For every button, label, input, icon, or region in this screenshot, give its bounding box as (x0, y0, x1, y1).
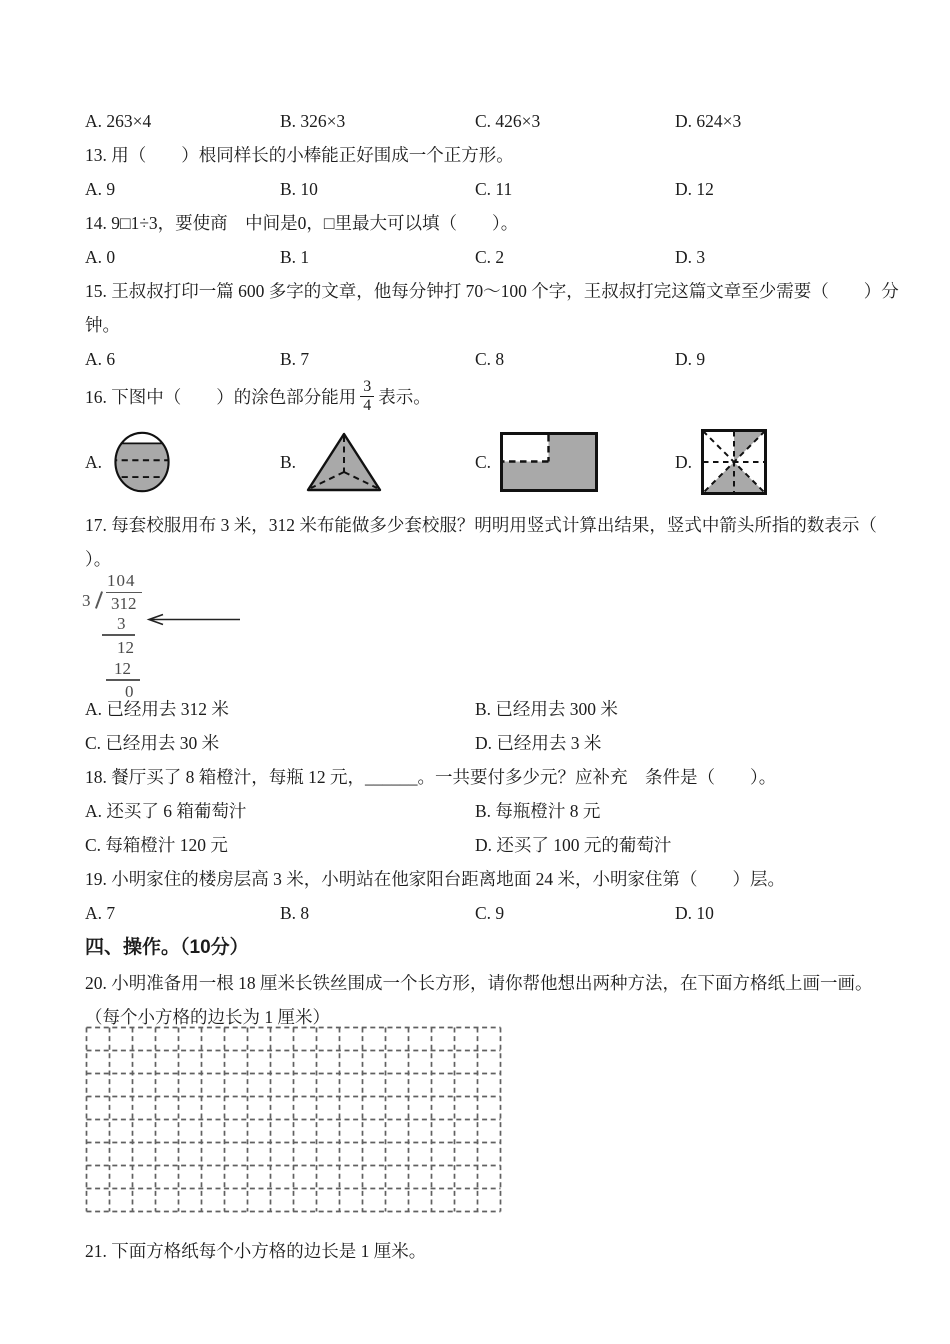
q14-option-d: D. 3 (675, 247, 706, 267)
q18-options-row-1 (85, 794, 890, 828)
q18-option-b: B. 每瓶橙汁 8 元 (475, 801, 601, 821)
q20-text-line1: 20. 小明准备用一根 18 厘米长铁丝围成一个长方形，请你帮他想出两种方法，在下面方格纸上画一画。 (85, 973, 873, 993)
q13-option-d: D. 12 (675, 179, 714, 199)
q18-option-a: A. 还买了 6 箱葡萄汁 (85, 801, 247, 821)
division-bracket-slash (95, 591, 103, 609)
rectangle-three-quarters-shaded-icon (500, 432, 598, 492)
q13-text: 13. 用（ ）根同样长的小棒能正好围成一个正方形。 (85, 145, 514, 165)
q12-options-row (85, 104, 890, 138)
q16-text-prefix: 16. 下图中（ ）的涂色部分能用 (85, 386, 357, 407)
q15-option-a: A. 6 (85, 349, 116, 369)
q15-option-b: B. 7 (280, 349, 310, 369)
division-remainder: 0 (125, 682, 134, 701)
q15-options-row (85, 342, 890, 376)
grid-paper (85, 1026, 502, 1213)
q12-option-a: A. 263×4 (85, 111, 152, 131)
left-arrow-icon (143, 613, 243, 626)
q14-option-a: A. 0 (85, 247, 116, 267)
q15-text-line1: 15. 王叔叔打印一篇 600 多字的文章，他每分钟打 70～100 个字，王叔叔打完这篇文章至少需要（ ）分 (85, 281, 899, 301)
fraction-three-quarters (360, 378, 374, 414)
q15-text-line2: 钟。 (85, 315, 120, 335)
square-eight-octants-shaded-icon (701, 429, 767, 495)
q16-shape-option-b (280, 431, 475, 493)
q12-option-b: B. 326×3 (280, 111, 346, 131)
q19-option-a: A. 7 (85, 903, 116, 923)
q12-option-c: C. 426×3 (475, 111, 541, 131)
q16-shape-option-a (85, 428, 280, 496)
q19-option-b: B. 8 (280, 903, 310, 923)
q18-option-c: C. 每箱橙汁 120 元 (85, 835, 228, 855)
q16-shape-options-row (85, 422, 890, 502)
q16-shape-label-c: C. (475, 451, 492, 472)
q16-shape-label-d: D. (675, 451, 693, 472)
q20-text-line2: （每个小方格的边长为 1 厘米） (85, 1007, 330, 1027)
division-divisor: 3 (82, 591, 91, 610)
division-step3: 12 (114, 659, 131, 678)
q16-shape-label-b: B. (280, 451, 297, 472)
q16-shape-option-d (675, 429, 890, 495)
q19-options-row (85, 896, 890, 930)
q13-options-row (85, 172, 890, 206)
long-division-figure (80, 570, 890, 701)
grid-paper-area (85, 1026, 890, 1222)
q13-option-c: C. 11 (475, 179, 513, 199)
q17-options-row-2 (85, 726, 890, 760)
section-4-title: 四、操作。（10分） (85, 937, 249, 958)
q16-text-suffix: 表示。 (378, 386, 431, 407)
q18-text: 18. 餐厅买了 8 箱橙汁，每瓶 12 元，______。一共要付多少元？应补充 条件是（ ）。 (85, 767, 777, 787)
q13-option-a: A. 9 (85, 179, 116, 199)
q18-option-d: D. 还买了 100 元的葡萄汁 (475, 835, 672, 855)
fraction-numerator: 3 (363, 377, 372, 395)
division-step1: 3 (117, 614, 126, 633)
q18-options-row-2 (85, 828, 890, 862)
q19-option-d: D. 10 (675, 903, 714, 923)
q17-option-a: A. 已经用去 312 米 (85, 699, 229, 719)
q14-option-b: B. 1 (280, 247, 310, 267)
fraction-denominator: 4 (360, 396, 374, 415)
q21-text: 21. 下面方格纸每个小方格的边长是 1 厘米。 (85, 1241, 427, 1261)
q16-shape-label-a: A. (85, 451, 103, 472)
q14-options-row (85, 240, 890, 274)
division-dividend: 312 (106, 592, 142, 612)
q15-option-c: C. 8 (475, 349, 505, 369)
q15-option-d: D. 9 (675, 349, 706, 369)
q17-options-row-1 (85, 692, 890, 726)
q17-option-c: C. 已经用去 30 米 (85, 733, 220, 753)
division-rule-2 (106, 679, 140, 681)
q14-text: 14. 9□1÷3，要使商 中间是0，□里最大可以填（ ）。 (85, 213, 519, 233)
q12-option-d: D. 624×3 (675, 111, 742, 131)
q17-option-d: D. 已经用去 3 米 (475, 733, 602, 753)
q17-text-line2: ）。 (85, 549, 112, 569)
q16-shape-option-c (475, 432, 675, 492)
division-step2: 12 (117, 638, 134, 657)
triangle-three-parts-shaded-icon (305, 431, 383, 493)
q17-option-b: B. 已经用去 300 米 (475, 699, 618, 719)
division-quotient: 104 (107, 571, 136, 590)
q19-option-c: C. 9 (475, 903, 505, 923)
q16-text (85, 372, 890, 420)
q14-option-c: C. 2 (475, 247, 505, 267)
q19-text: 19. 小明家住的楼房层高 3 米，小明站在他家阳台距离地面 24 米，小明家住第（ ）层。 (85, 869, 785, 889)
division-rule-1 (102, 634, 135, 636)
q13-option-b: B. 10 (280, 179, 318, 199)
circle-three-quarters-shaded-icon (111, 428, 173, 496)
q17-text-line1: 17. 每套校服用布 3 米，312 米布能做多少套校服？明明用竖式计算出结果，竖式中箭头所指的数表示（ (85, 515, 877, 535)
